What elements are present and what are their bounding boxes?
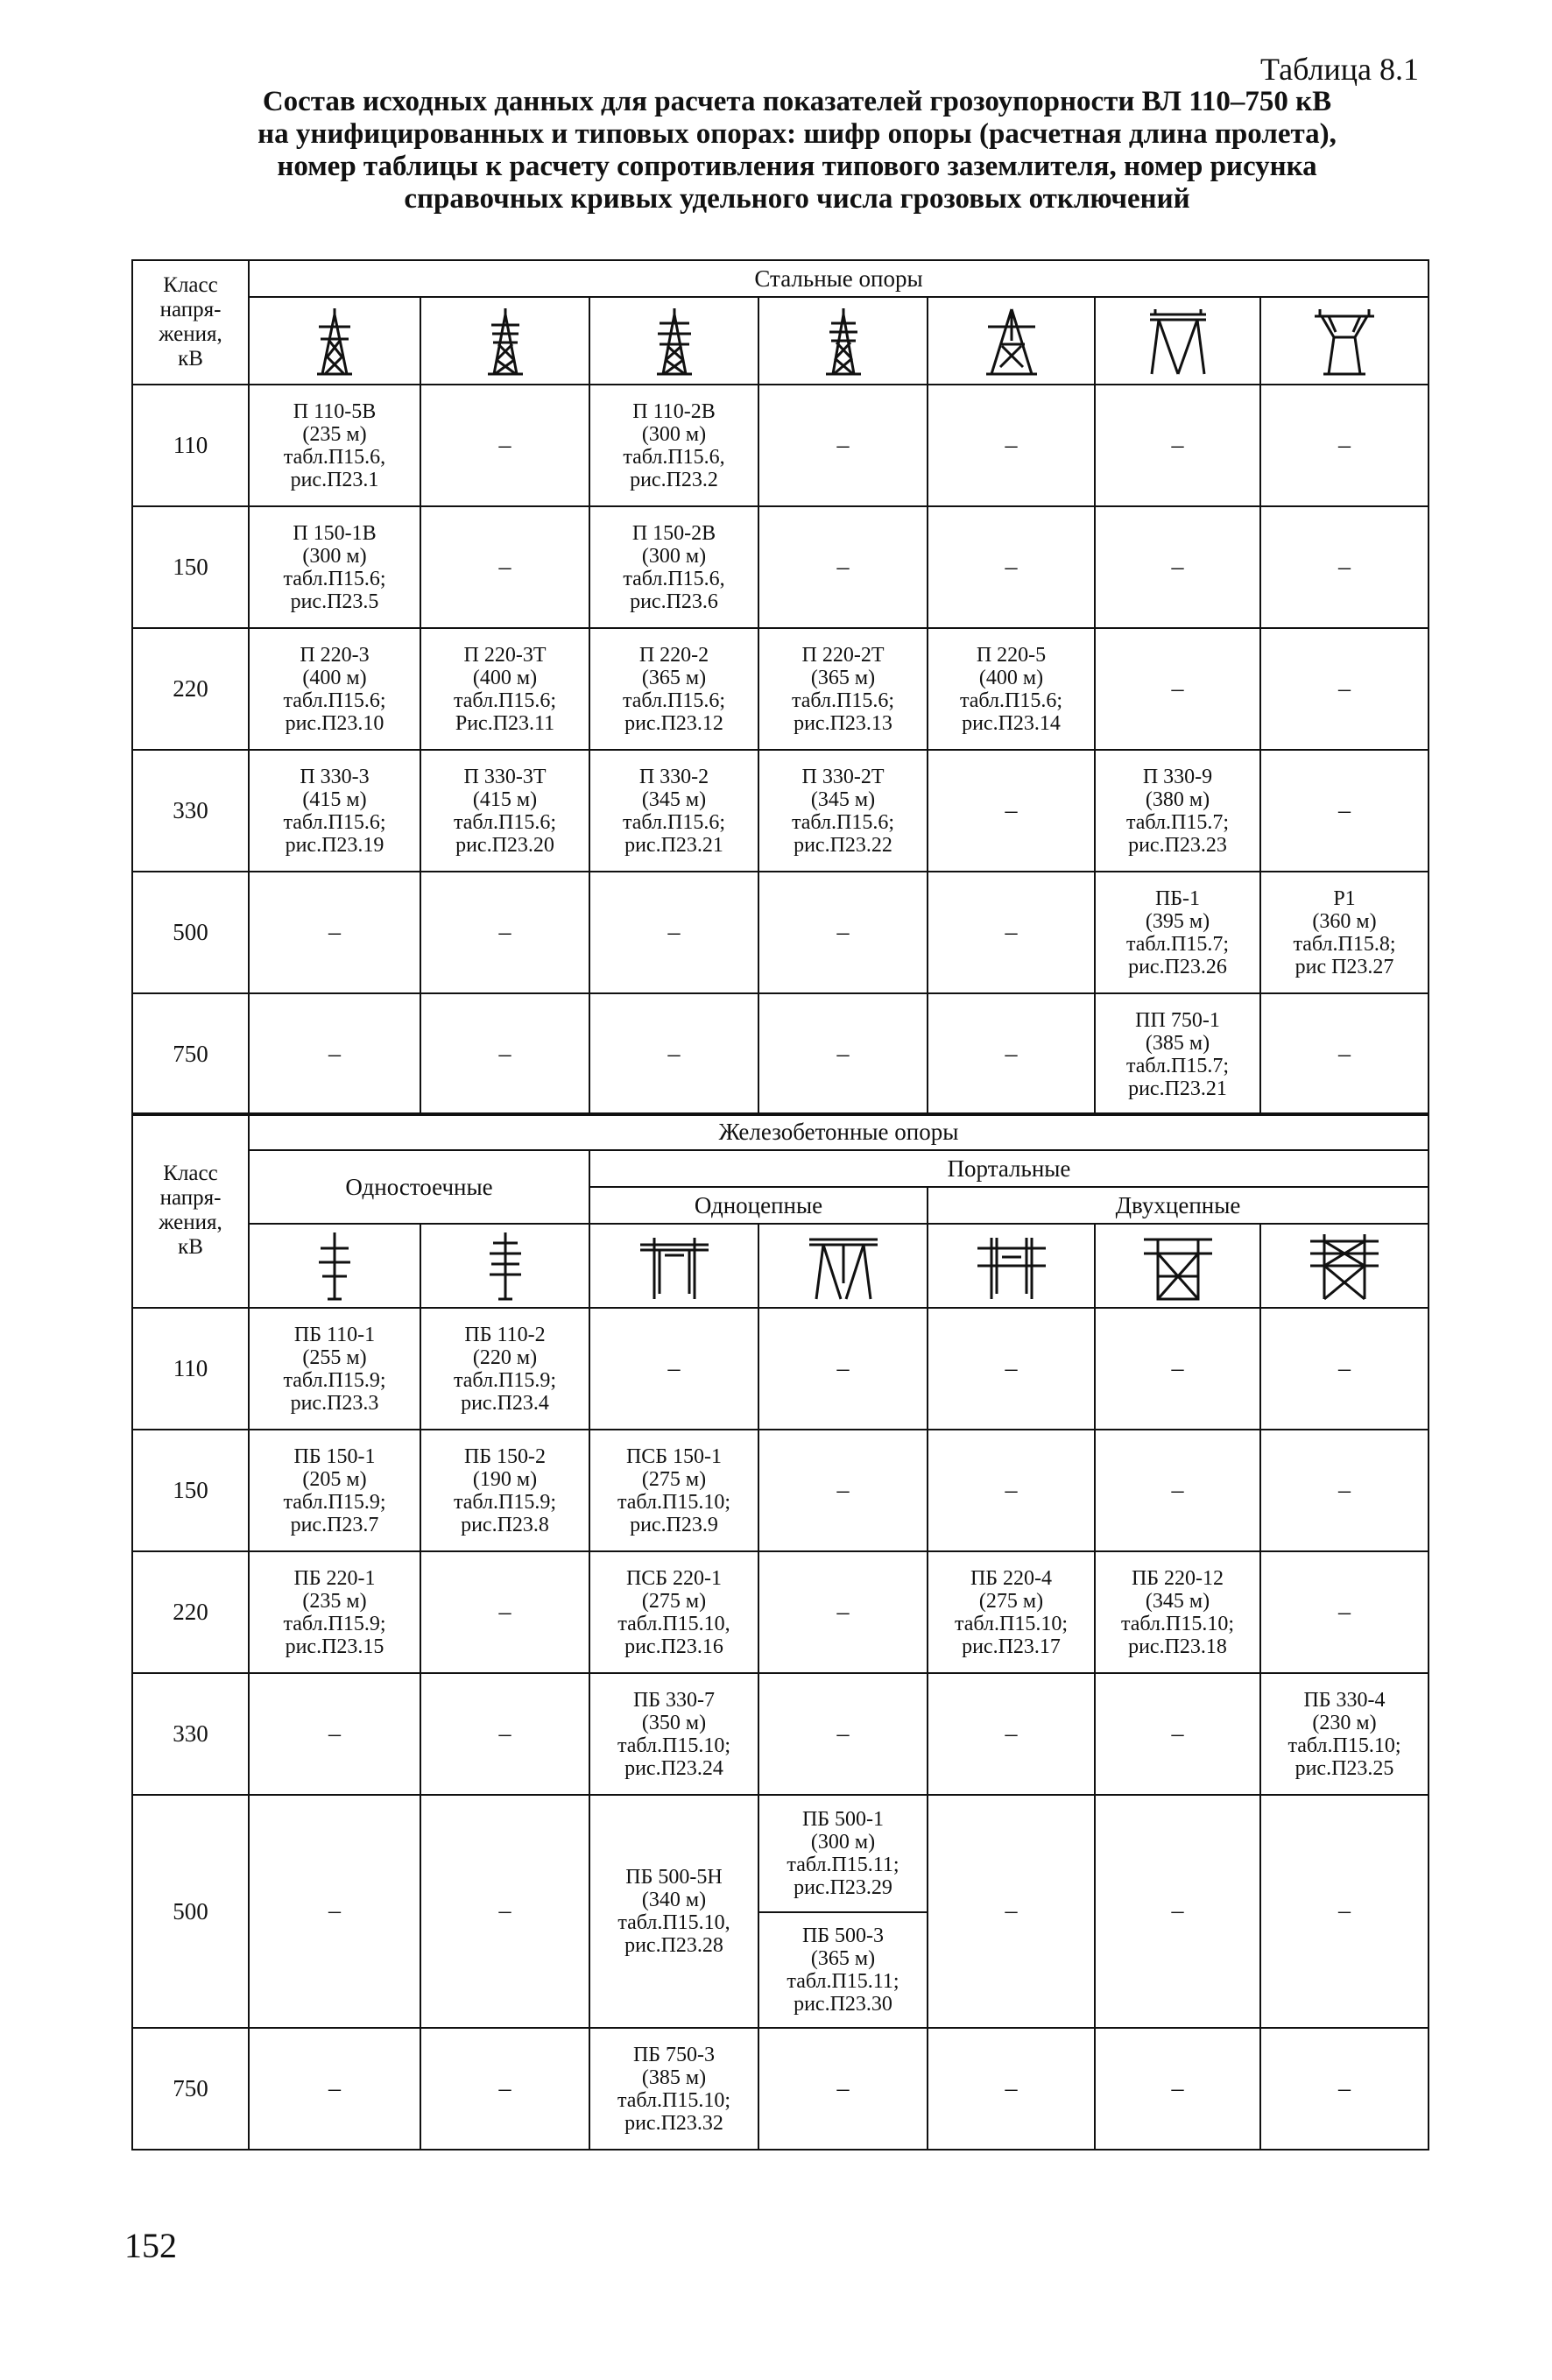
voltage-150: 150 [132, 506, 249, 628]
cell-line: (220 м) [472, 1345, 538, 1369]
empty-cell: – [758, 993, 928, 1115]
cell-line: П 150-2В [631, 521, 716, 545]
support-cell [758, 750, 928, 872]
empty-cell: – [249, 2028, 420, 2150]
cell-line: (385 м) [1145, 1031, 1210, 1055]
empty-cell: – [758, 2028, 928, 2150]
support-cell [420, 628, 589, 750]
concrete-double-portal-1-icon [928, 1224, 1095, 1308]
steel-tower-2-icon [420, 297, 589, 385]
cell-line: (400 м) [472, 666, 538, 689]
cell-line: табл.П15.10; [617, 2088, 731, 2112]
cell-line: табл.П15.7; [1125, 1054, 1230, 1077]
steel-cup-tower-icon [1260, 297, 1429, 385]
empty-cell: – [589, 1308, 758, 1430]
cell-line: (365 м) [641, 666, 707, 689]
empty-cell: – [1260, 385, 1429, 506]
header-line: кВ [178, 1235, 203, 1259]
cell-line: табл.П15.8; [1293, 932, 1396, 956]
support-cell [1260, 872, 1429, 993]
concrete-supports-header: Железобетонные опоры [249, 1113, 1429, 1150]
empty-cell: – [1260, 993, 1429, 1115]
cell-line: П 220-3Т [463, 643, 547, 667]
empty-cell: – [928, 1308, 1095, 1430]
cell-line: табл.П15.10; [1120, 1612, 1235, 1635]
empty-cell: – [420, 1551, 589, 1673]
table-label: Таблица 8.1 [1260, 52, 1419, 87]
cell-line: табл.П15.6; [622, 810, 726, 834]
cell-line: табл.П15.9; [283, 1368, 386, 1392]
cell-line: ПБ 220-12 [1131, 1566, 1224, 1590]
concrete-single-pole-1-icon [249, 1224, 420, 1308]
concrete-portal-1-icon [589, 1224, 758, 1308]
support-cell [1260, 1673, 1429, 1795]
empty-cell: – [1095, 1673, 1260, 1795]
cell-line: П 330-2Т [801, 765, 885, 788]
cell-line: табл.П15.10, [617, 1612, 730, 1635]
empty-cell: – [1260, 1430, 1429, 1551]
steel-portal-tower-icon [1095, 297, 1260, 385]
support-cell [249, 1551, 420, 1673]
empty-cell: – [420, 385, 589, 506]
cell-line: табл.П15.6, [623, 567, 725, 590]
empty-cell: – [1260, 506, 1429, 628]
empty-cell: – [928, 2028, 1095, 2150]
cell-line: рис П23.27 [1295, 955, 1394, 978]
cell-line: табл.П15.6; [622, 689, 726, 712]
cell-line: рис.П23.1 [290, 468, 379, 491]
empty-cell: – [589, 872, 758, 993]
cell-line: П 330-9 [1142, 765, 1213, 788]
cell-line: табл.П15.6, [623, 445, 725, 469]
concrete-double-portal-2-icon [1095, 1224, 1260, 1308]
table-title [140, 86, 1454, 215]
steel-a-frame-tower-icon [928, 297, 1095, 385]
support-cell [1095, 1551, 1260, 1673]
empty-cell: – [589, 993, 758, 1115]
cell-line: (350 м) [641, 1711, 707, 1734]
cell-line: рис.П23.28 [624, 1934, 723, 1957]
cell-line: рис.П23.12 [624, 711, 723, 735]
concrete-single-pole-2-icon [420, 1224, 589, 1308]
voltage-750: 750 [132, 2028, 249, 2150]
voltage-220: 220 [132, 628, 249, 750]
cell-line: (205 м) [302, 1467, 367, 1491]
cell-line: (275 м) [641, 1467, 707, 1491]
steel-tower-3-icon [589, 297, 758, 385]
cell-line: Р1 [1333, 886, 1356, 910]
support-cell [1095, 750, 1260, 872]
cell-line: (385 м) [641, 2066, 707, 2089]
voltage-750: 750 [132, 993, 249, 1115]
empty-cell: – [758, 385, 928, 506]
single-circuit-header: Одноцепные [589, 1187, 928, 1224]
title-line: на унифицированных и типовых опорах: шифр опоры (расчетная длина пролета), [257, 118, 1337, 150]
cell-line: табл.П15.7; [1125, 932, 1230, 956]
cell-line: ПСБ 220-1 [625, 1566, 723, 1590]
cell-line: (345 м) [810, 787, 876, 811]
cell-line: табл.П15.6; [453, 810, 557, 834]
steel-supports-header: Стальные опоры [249, 260, 1429, 297]
cell-line: рис.П23.26 [1128, 955, 1227, 978]
support-cell [589, 385, 758, 506]
empty-cell: – [1095, 385, 1260, 506]
support-cell [928, 1551, 1095, 1673]
empty-cell: – [249, 1673, 420, 1795]
cell-line: рис.П23.8 [461, 1513, 549, 1536]
cell-line: рис.П23.21 [1128, 1077, 1227, 1100]
cell-line: ПБ 220-1 [293, 1566, 376, 1590]
voltage-220: 220 [132, 1551, 249, 1673]
cell-line: табл.П15.11; [787, 1970, 899, 1993]
cell-line: табл.П15.7; [1125, 810, 1230, 834]
cell-line: (395 м) [1145, 909, 1210, 933]
empty-cell: – [249, 872, 420, 993]
steel-supports-table [131, 259, 1429, 1116]
cell-line: ПБ 330-4 [1303, 1688, 1386, 1712]
cell-line: рис.П23.15 [285, 1635, 384, 1658]
voltage-500: 500 [132, 1795, 249, 2028]
support-cell [589, 1795, 758, 2028]
empty-cell: – [928, 385, 1095, 506]
cell-line: П 220-2Т [801, 643, 885, 667]
cell-line: (190 м) [472, 1467, 538, 1491]
cell-line: табл.П15.6; [283, 567, 386, 590]
portal-header: Портальные [589, 1150, 1429, 1187]
cell-line: рис.П23.23 [1128, 833, 1227, 857]
support-cell [249, 506, 420, 628]
cell-line: (400 м) [302, 666, 367, 689]
cell-line: рис.П23.19 [285, 833, 384, 857]
support-cell [589, 1430, 758, 1551]
voltage-330: 330 [132, 750, 249, 872]
support-cell [589, 1551, 758, 1673]
cell-line: ПП 750-1 [1135, 1008, 1220, 1032]
empty-cell: – [420, 2028, 589, 2150]
empty-cell: – [1260, 1308, 1429, 1430]
empty-cell: – [758, 1430, 928, 1551]
cell-line: (340 м) [641, 1889, 707, 1911]
cell-line: рис.П23.10 [285, 711, 384, 735]
cell-line: рис.П23.29 [794, 1876, 892, 1899]
cell-line: табл.П15.11; [787, 1854, 899, 1876]
empty-cell: – [928, 872, 1095, 993]
support-cell [758, 628, 928, 750]
empty-cell: – [758, 506, 928, 628]
support-cell [420, 1308, 589, 1430]
support-cell [1095, 872, 1260, 993]
cell-line: (230 м) [1312, 1711, 1377, 1734]
cell-line: рис.П23.7 [290, 1513, 379, 1536]
cell-line: (300 м) [641, 422, 707, 446]
cell-line: ПБ 500-1 [801, 1808, 885, 1831]
cell-line: (300 м) [302, 544, 367, 568]
concrete-portal-2-icon [758, 1224, 928, 1308]
cell-line: табл.П15.10; [617, 1734, 731, 1757]
support-cell [758, 1912, 928, 2028]
steel-tower-1-icon [249, 297, 420, 385]
cell-line: П 330-2 [638, 765, 709, 788]
voltage-150: 150 [132, 1430, 249, 1551]
empty-cell: – [1095, 1795, 1260, 2028]
empty-cell: – [928, 1673, 1095, 1795]
cell-line: ПСБ 150-1 [625, 1444, 723, 1468]
support-cell [249, 750, 420, 872]
cell-line: (380 м) [1145, 787, 1210, 811]
empty-cell: – [249, 1795, 420, 2028]
support-cell [420, 750, 589, 872]
empty-cell: – [758, 1308, 928, 1430]
empty-cell: – [1260, 1795, 1429, 2028]
empty-cell: – [758, 1551, 928, 1673]
cell-line: табл.П15.6; [791, 689, 895, 712]
cell-line: табл.П15.9; [453, 1368, 557, 1392]
empty-cell: – [1260, 750, 1429, 872]
cell-line: табл.П15.9; [283, 1612, 386, 1635]
cell-line: ПБ 150-1 [293, 1444, 376, 1468]
concrete-double-portal-3-icon [1260, 1224, 1429, 1308]
title-line: Состав исходных данных для расчета показателей грозоупорности ВЛ 110–750 кВ [262, 86, 1332, 117]
double-circuit-header: Двухцепные [928, 1187, 1429, 1224]
cell-line: П 330-3Т [463, 765, 547, 788]
cell-line: табл.П15.10, [617, 1911, 730, 1934]
empty-cell: – [1095, 1308, 1260, 1430]
support-cell [589, 2028, 758, 2150]
cell-line: (275 м) [641, 1589, 707, 1613]
cell-line: П 110-5В [293, 399, 377, 423]
cell-line: ПБ 500-5Н [625, 1866, 723, 1889]
header-line: напря- [159, 1186, 222, 1210]
cell-line: ПБ 750-3 [632, 2043, 716, 2066]
support-cell [249, 628, 420, 750]
title-line: справочных кривых удельного числа грозовых отключений [404, 183, 1190, 215]
page-number: 152 [124, 2226, 177, 2265]
cell-line: Рис.П23.11 [455, 711, 555, 735]
header-line: Класс [163, 273, 218, 297]
cell-line: табл.П15.6; [791, 810, 895, 834]
cell-line: ПБ 500-3 [801, 1924, 885, 1947]
cell-line: рис.П23.4 [461, 1391, 549, 1415]
voltage-500: 500 [132, 872, 249, 993]
empty-cell: – [420, 506, 589, 628]
support-cell [589, 506, 758, 628]
cell-line: (415 м) [302, 787, 367, 811]
cell-line: (345 м) [641, 787, 707, 811]
empty-cell: – [928, 1430, 1095, 1551]
cell-line: табл.П15.10; [617, 1490, 731, 1514]
cell-line: табл.П15.6; [959, 689, 1063, 712]
support-cell [249, 1430, 420, 1551]
cell-line: табл.П15.6, [283, 445, 386, 469]
cell-line: табл.П15.6; [283, 810, 386, 834]
cell-line: ПБ 150-2 [463, 1444, 547, 1468]
cell-line: П 150-1В [293, 521, 377, 545]
cell-line: рис.П23.18 [1128, 1635, 1227, 1658]
cell-line: рис.П23.25 [1295, 1756, 1394, 1780]
header-line: кВ [178, 347, 203, 371]
cell-line: (365 м) [810, 1947, 876, 1970]
cell-line: рис.П23.16 [624, 1635, 723, 1658]
cell-line: рис.П23.13 [794, 711, 892, 735]
empty-cell: – [928, 750, 1095, 872]
voltage-class-header [132, 260, 249, 385]
cell-line: П 220-5 [976, 643, 1047, 667]
cell-line: П 330-3 [300, 765, 370, 788]
empty-cell: – [1260, 2028, 1429, 2150]
cell-line: (365 м) [810, 666, 876, 689]
cell-line: рис.П23.5 [290, 590, 379, 613]
empty-cell: – [420, 1795, 589, 2028]
cell-line: рис.П23.20 [455, 833, 554, 857]
empty-cell: – [928, 993, 1095, 1115]
concrete-supports-table [131, 1112, 1429, 2150]
empty-cell: – [1095, 2028, 1260, 2150]
cell-line: рис.П23.17 [962, 1635, 1061, 1658]
support-cell [589, 1673, 758, 1795]
support-cell [928, 628, 1095, 750]
steel-tower-4-icon [758, 297, 928, 385]
empty-cell: – [758, 1673, 928, 1795]
header-line: Класс [163, 1162, 218, 1185]
voltage-class-header [132, 1113, 249, 1308]
cell-line: ПБ-1 [1154, 886, 1201, 910]
cell-line: П 220-3 [300, 643, 370, 667]
support-cell [249, 1308, 420, 1430]
header-line: жения, [159, 1211, 222, 1234]
empty-cell: – [928, 1795, 1095, 2028]
cell-line: табл.П15.10; [954, 1612, 1069, 1635]
cell-line: рис.П23.22 [794, 833, 892, 857]
cell-line: (415 м) [472, 787, 538, 811]
cell-line: табл.П15.6; [453, 689, 557, 712]
cell-line: П 110-2В [632, 399, 716, 423]
empty-cell: – [1095, 506, 1260, 628]
cell-line: рис.П23.3 [290, 1391, 379, 1415]
cell-line: (300 м) [641, 544, 707, 568]
support-cell [1095, 993, 1260, 1115]
empty-cell: – [1260, 1551, 1429, 1673]
title-line: номер таблицы к расчету сопротивления типового заземлителя, номер рисунка [277, 151, 1317, 182]
support-cell [420, 1430, 589, 1551]
support-cell [249, 385, 420, 506]
support-cell [758, 1795, 928, 1912]
cell-line: рис.П23.6 [630, 590, 718, 613]
cell-line: (255 м) [302, 1345, 367, 1369]
cell-line: табл.П15.9; [283, 1490, 386, 1514]
cell-line: (275 м) [978, 1589, 1044, 1613]
cell-line: ПБ 220-4 [970, 1566, 1053, 1590]
cell-line: рис.П23.21 [624, 833, 723, 857]
cell-line: ПБ 110-1 [293, 1323, 376, 1346]
cell-line: рис.П23.9 [630, 1513, 718, 1536]
cell-line: П 220-2 [638, 643, 709, 667]
empty-cell: – [420, 1673, 589, 1795]
cell-line: (235 м) [302, 1589, 367, 1613]
empty-cell: – [1095, 628, 1260, 750]
support-cell [589, 628, 758, 750]
cell-line: рис.П23.14 [962, 711, 1061, 735]
cell-line: (400 м) [978, 666, 1044, 689]
cell-line: табл.П15.6; [283, 689, 386, 712]
cell-line: (235 м) [302, 422, 367, 446]
voltage-330: 330 [132, 1673, 249, 1795]
cell-line: ПБ 110-2 [464, 1323, 546, 1346]
empty-cell: – [1095, 1430, 1260, 1551]
cell-line: (300 м) [810, 1831, 876, 1854]
empty-cell: – [1260, 628, 1429, 750]
cell-line: (345 м) [1145, 1589, 1210, 1613]
cell-line: (360 м) [1312, 909, 1377, 933]
single-pole-header: Одностоечные [249, 1150, 589, 1224]
empty-cell: – [758, 872, 928, 993]
empty-cell: – [420, 872, 589, 993]
voltage-110: 110 [132, 1308, 249, 1430]
header-line: жения, [159, 322, 222, 346]
cell-line: табл.П15.9; [453, 1490, 557, 1514]
cell-line: рис.П23.2 [630, 468, 718, 491]
cell-line: табл.П15.10; [1287, 1734, 1401, 1757]
header-line: напря- [159, 298, 222, 321]
empty-cell: – [249, 993, 420, 1115]
cell-line: рис.П23.24 [624, 1756, 723, 1780]
cell-line: рис.П23.32 [624, 2111, 723, 2135]
support-cell [589, 750, 758, 872]
empty-cell: – [928, 506, 1095, 628]
cell-line: ПБ 330-7 [632, 1688, 716, 1712]
voltage-110: 110 [132, 385, 249, 506]
empty-cell: – [420, 993, 589, 1115]
cell-line: рис.П23.30 [794, 1993, 892, 2016]
